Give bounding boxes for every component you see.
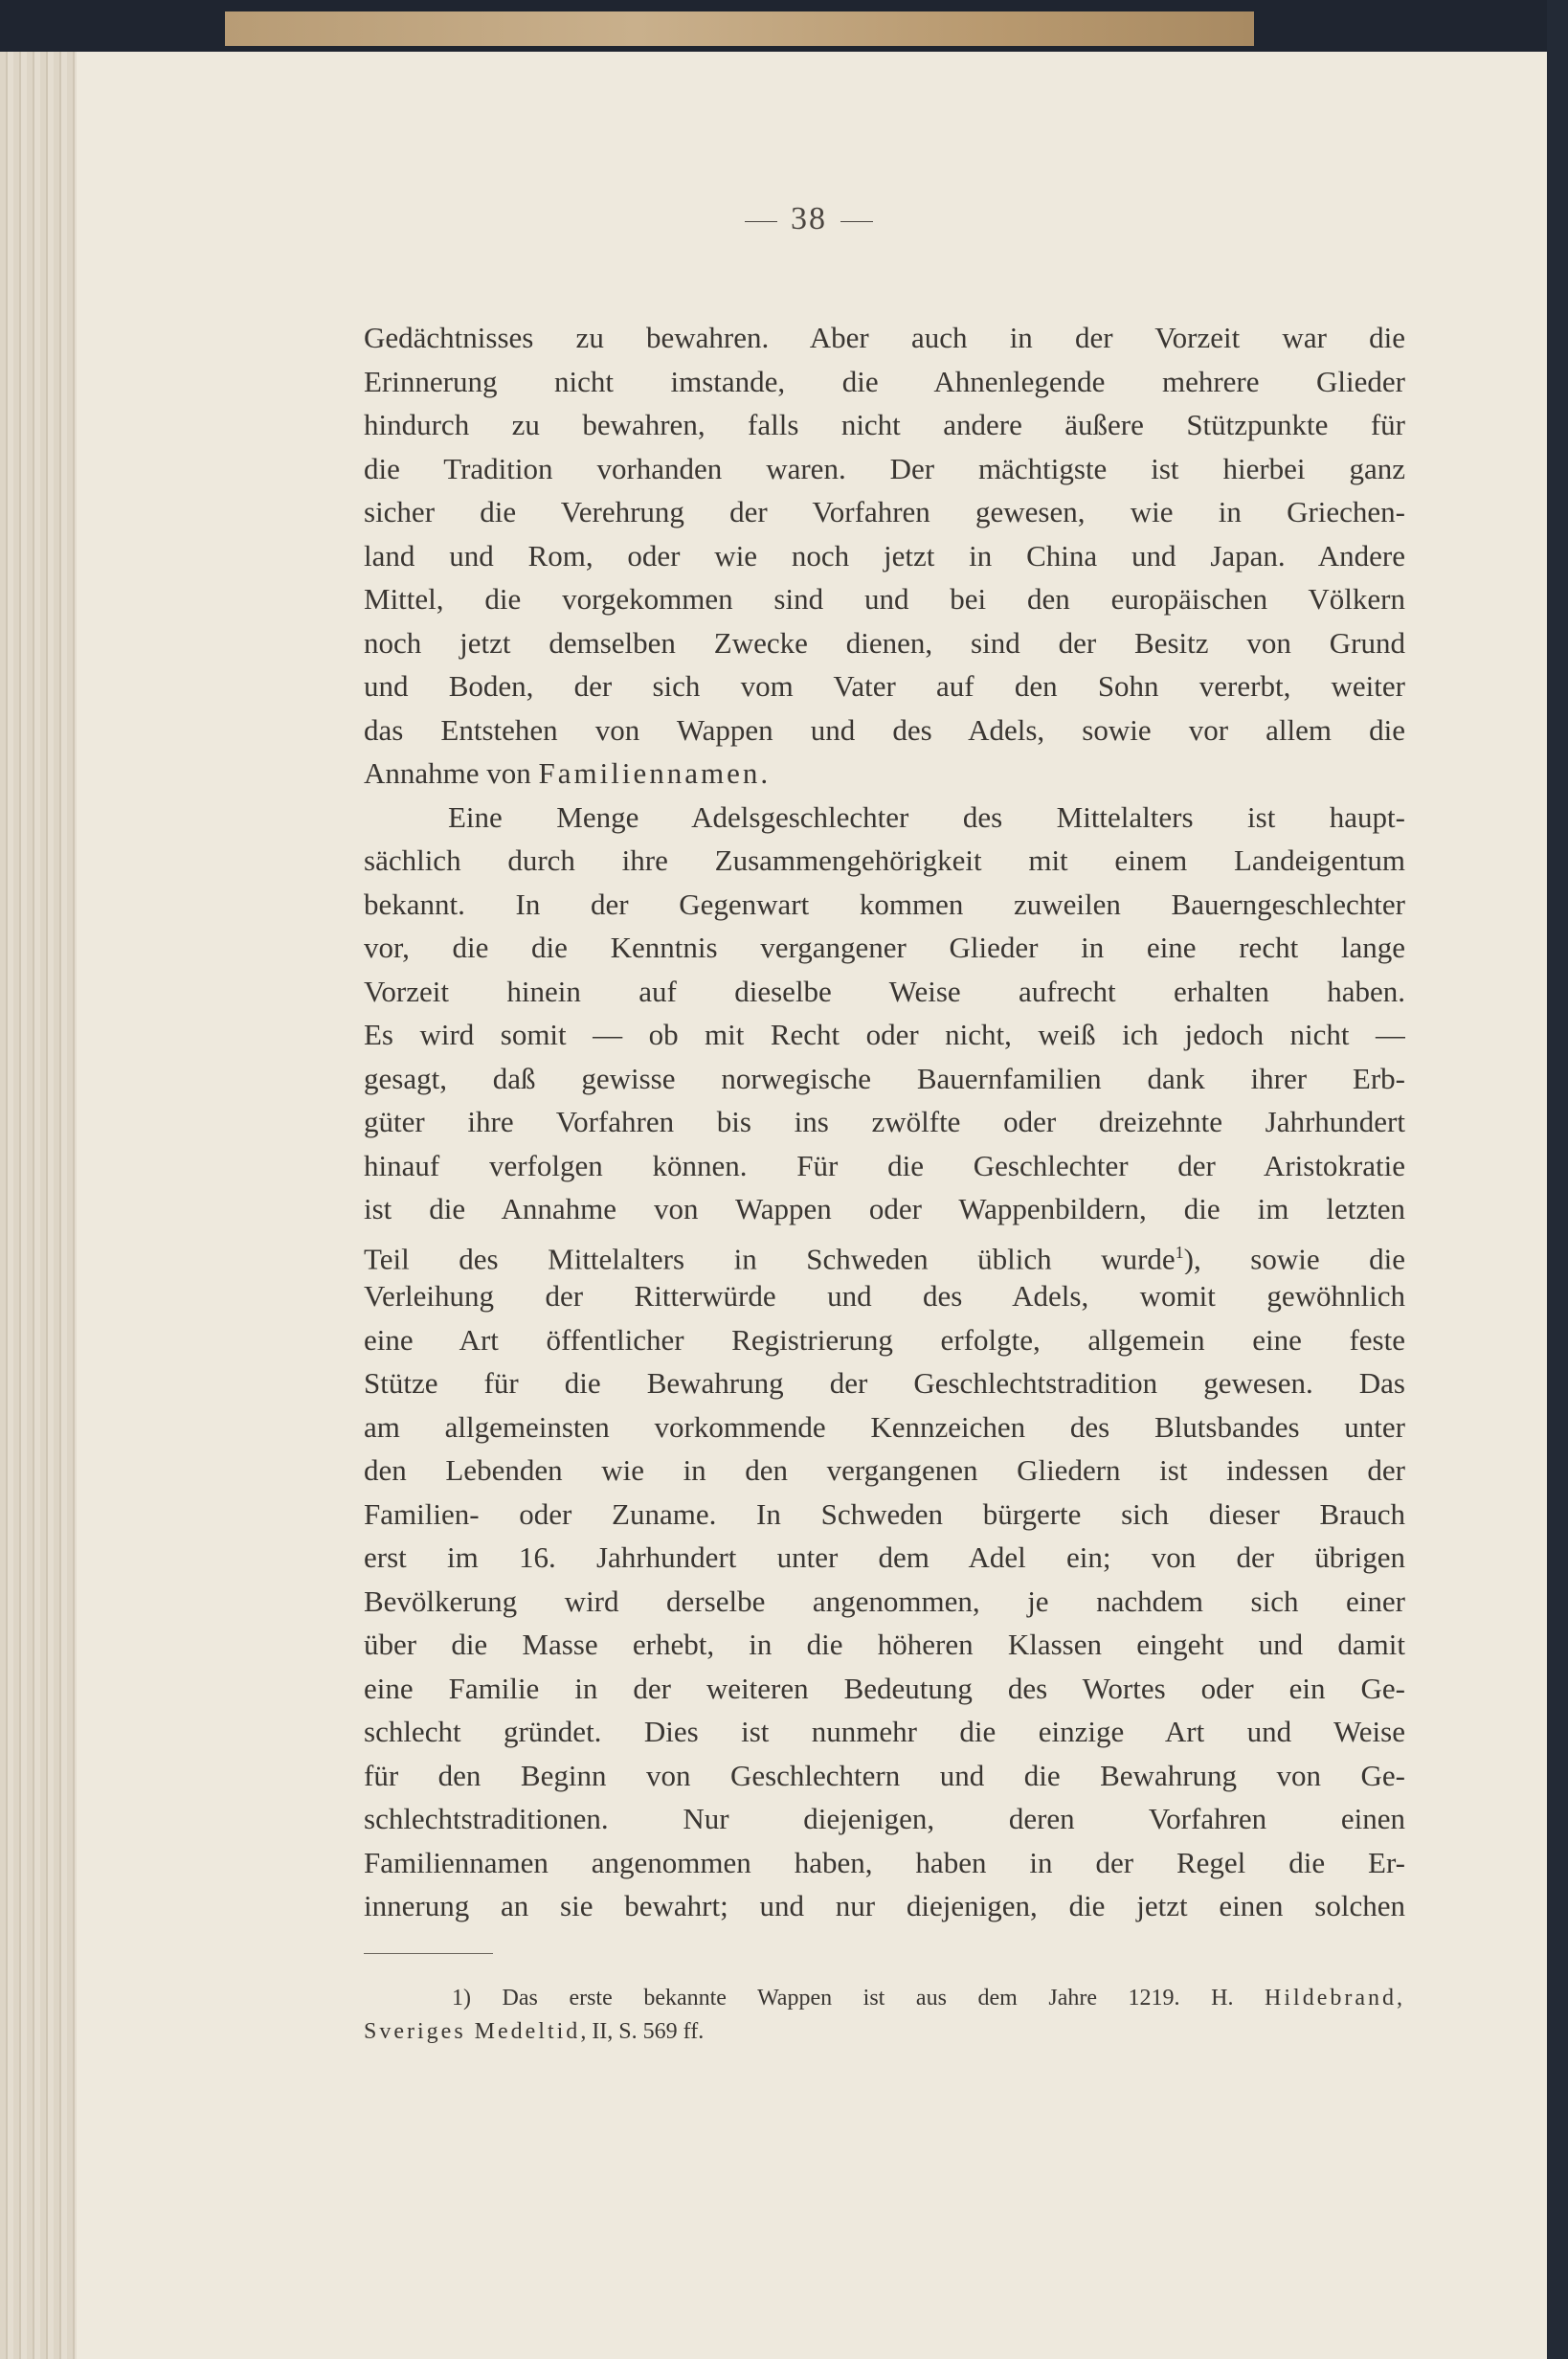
text-line: land und Rom, oder wie noch jetzt in China und Japan. Andere bbox=[364, 538, 1405, 573]
text-line: Erinnerung nicht imstande, die Ahnenlegende mehrere Glieder bbox=[364, 364, 1405, 398]
text-line: sicher die Verehrung der Vorfahren gewesen, wie in Griechen- bbox=[364, 495, 1405, 528]
text-run: Annahme von bbox=[364, 756, 539, 790]
footnote-text: , II, S. 569 ff. bbox=[580, 2019, 705, 2044]
text-line: Gedächtnisses zu bewahren. Aber auch in der Vorzeit war die bbox=[364, 321, 1405, 354]
text-run: ), sowie die bbox=[1183, 1241, 1405, 1274]
page-number-dash-right bbox=[840, 221, 873, 222]
page-number-dash-left bbox=[745, 221, 777, 222]
text-line: Familiennamen angenommen haben, haben in der Regel die Er- bbox=[364, 1845, 1405, 1879]
spaced-term: Familiennamen bbox=[538, 756, 761, 790]
text-line: erst im 16. Jahrhundert unter dem Adel ein; von der übrigen bbox=[364, 1540, 1405, 1574]
footnote-line bbox=[364, 2015, 1405, 2049]
text-line: güter ihre Vorfahren bis ins zwölfte oder dreizehnte Jahrhundert bbox=[364, 1105, 1405, 1138]
footnote-author: Hildebrand, bbox=[1265, 1986, 1405, 2011]
text-line: den Lebenden wie in den vergangenen Gliedern ist indessen der bbox=[364, 1453, 1405, 1487]
text-line: sächlich durch ihre Zusammengehörigkeit mit einem Landeigentum bbox=[364, 843, 1405, 877]
text-line: die Tradition vorhanden waren. Der mächtigste ist hierbei ganz bbox=[364, 451, 1405, 485]
right-dark-border bbox=[1547, 0, 1568, 2359]
text-line: eine Art öffentlicher Registrierung erfolgte, allgemein eine feste bbox=[364, 1322, 1405, 1357]
text-line: Mittel, die vorgekommen sind und bei den europäischen Völkern bbox=[364, 582, 1405, 616]
footnote-text: 1) Das erste bekannte Wappen ist aus dem Jahre 1219. H. bbox=[452, 1986, 1266, 2011]
text-line: hindurch zu bewahren, falls nicht andere äußere Stützpunkte für bbox=[364, 408, 1405, 441]
text-line: Bevölkerung wird derselbe angenommen, je nachdem sich einer bbox=[364, 1584, 1405, 1618]
text-line: noch jetzt demselben Zwecke dienen, sind der Besitz von Grund bbox=[364, 625, 1405, 660]
text-line: über die Masse erhebt, in die höheren Klassen eingeht und damit bbox=[364, 1628, 1405, 1661]
text-line: gesagt, daß gewisse norwegische Bauernfamilien dank ihrer Erb- bbox=[364, 1061, 1405, 1095]
text-line: vor, die die Kenntnis vergangener Glieder in eine recht lange bbox=[364, 931, 1405, 964]
text-line: und Boden, der sich vom Vater auf den Sohn vererbt, weiter bbox=[364, 669, 1405, 703]
binding-edge bbox=[225, 11, 1254, 46]
footnote-line bbox=[364, 1982, 1405, 2015]
text-line: hinauf verfolgen können. Für die Geschlechter der Aristokratie bbox=[364, 1148, 1405, 1182]
page-number bbox=[0, 201, 1568, 237]
text-line bbox=[364, 1231, 1405, 1275]
footnote bbox=[364, 1982, 1405, 2049]
text-line: am allgemeinsten vorkommende Kennzeichen des Blutsbandes unter bbox=[364, 1409, 1405, 1444]
text-line: innerung an sie bewahrt; und nur diejenigen, die jetzt einen solchen bbox=[364, 1889, 1405, 1922]
footnote-rule bbox=[364, 1953, 493, 1954]
text-line bbox=[364, 752, 1405, 796]
text-line: eine Familie in der weiteren Bedeutung des Wortes oder ein Ge- bbox=[364, 1671, 1405, 1705]
text-line: Verleihung der Ritterwürde und des Adels, womit gewöhnlich bbox=[364, 1279, 1405, 1313]
text-line: das Entstehen von Wappen und des Adels, sowie vor allem die bbox=[364, 712, 1405, 747]
text-run: . bbox=[760, 756, 769, 790]
text-line: Familien- oder Zuname. In Schweden bürgerte sich dieser Brauch bbox=[364, 1496, 1405, 1531]
text-line: ist die Annahme von Wappen oder Wappenbildern, die im letzten bbox=[364, 1192, 1405, 1225]
text-line: Stütze für die Bewahrung der Geschlechtstradition gewesen. Das bbox=[364, 1366, 1405, 1400]
page-stack-edge bbox=[0, 52, 77, 2359]
text-line: Es wird somit — ob mit Recht oder nicht, weiß ich jedoch nicht — bbox=[364, 1018, 1405, 1051]
text-line: schlecht gründet. Dies ist nunmehr die einzige Art und Weise bbox=[364, 1715, 1405, 1748]
footnote-marker: 1 bbox=[1175, 1242, 1184, 1262]
text-run: Teil des Mittelalters in Schweden üblich wurde bbox=[364, 1241, 1176, 1274]
footnote-title: Sveriges Medeltid bbox=[364, 2019, 581, 2044]
paragraph-start-line: Eine Menge Adelsgeschlechter des Mittelalters ist haupt- bbox=[448, 799, 1405, 834]
body-text bbox=[364, 316, 1405, 1928]
text-line: für den Beginn von Geschlechtern und die Bewahrung von Ge- bbox=[364, 1758, 1405, 1792]
text-line: schlechtstraditionen. Nur diejenigen, deren Vorfahren einen bbox=[364, 1802, 1405, 1835]
page-number-value: 38 bbox=[791, 201, 827, 236]
text-line: Vorzeit hinein auf dieselbe Weise aufrecht erhalten haben. bbox=[364, 974, 1405, 1008]
text-line: bekannt. In der Gegenwart kommen zuweilen Bauerngeschlechter bbox=[364, 887, 1405, 921]
